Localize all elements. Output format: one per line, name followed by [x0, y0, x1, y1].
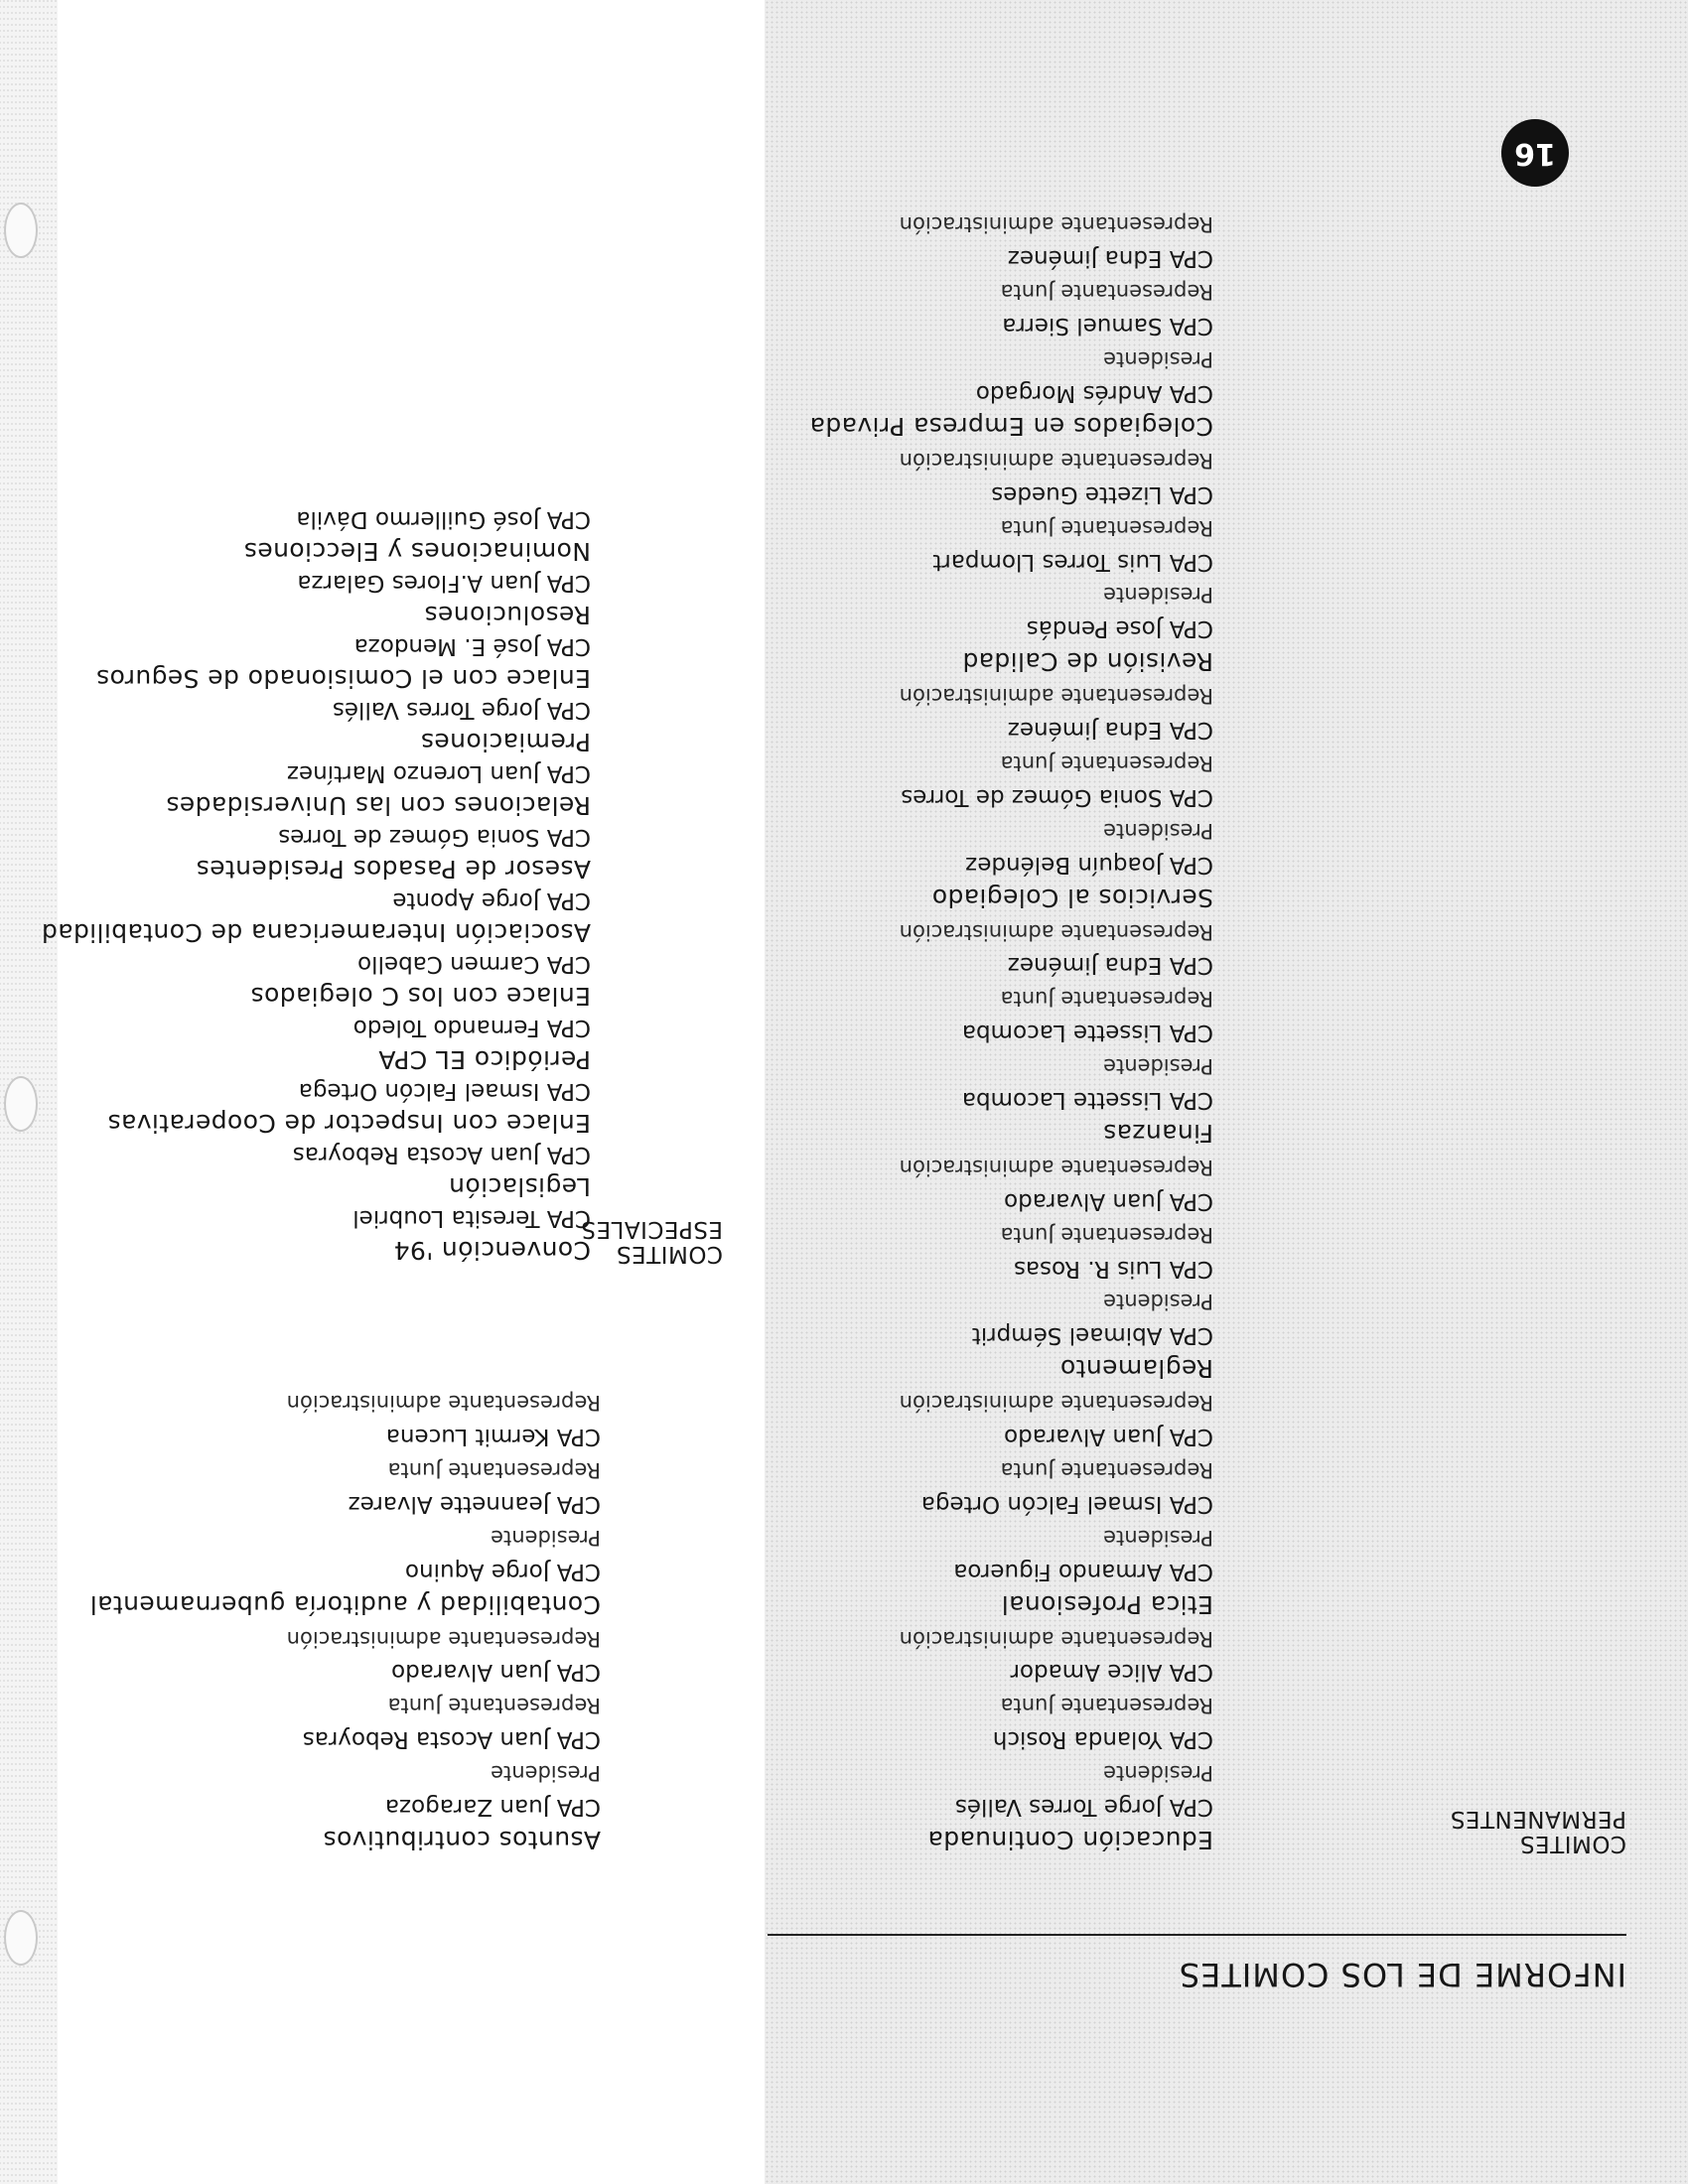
member-role: Representante administración — [899, 1626, 1213, 1651]
member-name: CPA Joaquín Beléndez — [965, 851, 1213, 878]
member-name: CPA Carmen Cabello — [357, 951, 591, 977]
member-name: CPA Jorge Aponte — [392, 887, 591, 913]
member-name: CPA Luis Torres Llompart — [932, 548, 1213, 575]
member-name: CPA Jeannette Alvarez — [348, 1490, 601, 1517]
committee-heading: Legislación — [448, 1172, 591, 1201]
member-name: CPA Juan A.Flores Galarza — [297, 570, 591, 596]
member-role: Representante administración — [899, 1391, 1213, 1416]
member-role: Representante Junta — [1000, 1458, 1213, 1483]
member-role: Presidente — [491, 1761, 601, 1786]
member-name: CPA Edna Jiménez — [1007, 952, 1213, 979]
permanentes-committee-list-continued — [89, 1385, 601, 1856]
binder-hole — [4, 1910, 38, 1966]
member-name: CPA Kermit Lucena — [385, 1424, 601, 1450]
member-role: Presidente — [1103, 1054, 1213, 1079]
member-name: CPA Jorge Torres Vallés — [332, 697, 591, 723]
section-label-line: COMITES — [1519, 1831, 1626, 1856]
member-role: Presidente — [1103, 818, 1213, 843]
member-name: CPA Juan Lorenzo Martínez — [286, 760, 591, 786]
member-name: CPA Armando Figueroa — [953, 1558, 1213, 1584]
member-name: CPA Andrés Morgado — [975, 380, 1213, 407]
member-name: CPA Jose Pendás — [1026, 615, 1213, 642]
member-name: CPA Lissette Lacomba — [961, 1087, 1213, 1114]
member-name: CPA Juan Alvarado — [1004, 1424, 1213, 1450]
committee-heading: Educación Continuada — [927, 1826, 1213, 1854]
committee-heading: Convención '94 — [393, 1236, 591, 1265]
committee-heading: Enlace con el Comisionado de Seguros — [95, 664, 591, 693]
member-name: CPA Jorge Aquino — [404, 1558, 601, 1584]
member-role: Representante administración — [899, 684, 1213, 709]
binder-hole — [4, 203, 38, 258]
member-role: Representante Junta — [1000, 987, 1213, 1012]
member-name: CPA Alice Amador — [1010, 1659, 1213, 1686]
member-name: CPA Jorge Torres Vallés — [954, 1794, 1213, 1821]
member-name: CPA Ismael Falcón Ortega — [298, 1078, 591, 1104]
member-name: CPA Lizette Guedes — [991, 480, 1213, 507]
page-number-badge: 16 — [1501, 119, 1569, 187]
member-role: Presidente — [1103, 1761, 1213, 1786]
member-name: CPA José E. Mendoza — [353, 633, 591, 659]
member-name: CPA José Guillermo Dávila — [296, 506, 591, 532]
title-rule — [768, 1934, 1626, 1936]
member-name: CPA Ismael Falcón Ortega — [920, 1490, 1213, 1517]
member-role: Representante administración — [286, 1626, 601, 1651]
member-role: Presidente — [491, 1525, 601, 1550]
committee-heading: Asuntos contributivos — [323, 1826, 601, 1854]
member-role: Representante Junta — [387, 1458, 601, 1483]
committee-heading: Periódico EL CPA — [378, 1045, 591, 1074]
member-name: CPA Teresita Loubriel — [352, 1205, 591, 1231]
committee-heading: Relaciones con las Universidades — [166, 791, 591, 820]
committee-heading: Nominaciones y Elecciones — [243, 537, 591, 566]
member-role: Representante administración — [286, 1391, 601, 1416]
member-name: CPA Sonia Gómez de Torres — [901, 783, 1213, 810]
member-role: Presidente — [1103, 347, 1213, 372]
member-role: Presidente — [1103, 1525, 1213, 1550]
member-name: CPA Juan Alvarado — [1004, 1187, 1213, 1214]
member-role: Representante Junta — [1000, 280, 1213, 305]
committee-heading: Enlace con los C olegiados — [250, 982, 591, 1011]
member-name: CPA Juan Acosta Reboyras — [292, 1142, 591, 1167]
committee-heading: Contabilidad y auditoría gubernamental — [89, 1589, 601, 1619]
member-role: Representante administración — [899, 1155, 1213, 1179]
section-label-especiales — [581, 1216, 723, 1266]
member-name: CPA Sonia Gómez de Torres — [278, 824, 591, 850]
member-name: CPA Samuel Sierra — [1002, 313, 1213, 340]
section-label-line: ESPECIALES — [580, 1216, 723, 1242]
member-name: CPA Yolanda Rosich — [992, 1726, 1213, 1753]
committee-heading: Asociación Interamericana de Contabilidad — [41, 918, 591, 947]
committee-heading: Resoluciones — [424, 601, 591, 629]
member-name: CPA Edna Jiménez — [1007, 717, 1213, 744]
member-name: CPA Lissette Lacomba — [961, 1020, 1213, 1046]
member-role: Presidente — [1103, 583, 1213, 608]
member-role: Representante administración — [899, 919, 1213, 944]
member-name: CPA Juan Acosta Reboyras — [302, 1726, 601, 1753]
member-role: Representante Junta — [1000, 515, 1213, 540]
member-role: Representante Junta — [1000, 751, 1213, 775]
committee-heading: Reglamento — [1059, 1354, 1213, 1384]
member-name: CPA Luis R. Rosas — [1013, 1255, 1213, 1282]
member-role: Presidente — [1103, 1290, 1213, 1314]
committee-heading: Asesor de Pasados Presidentes — [196, 855, 591, 884]
member-role: Representante administración — [899, 448, 1213, 473]
committee-heading: Servicios al Colegiado — [931, 883, 1213, 912]
member-role: Representante Junta — [1000, 1694, 1213, 1718]
committee-heading: Revisión de Calidad — [962, 647, 1213, 677]
member-name: CPA Fernando Toledo — [352, 1015, 591, 1040]
section-label-line: COMITES — [616, 1241, 723, 1267]
committee-heading: Enlace con Inspector de Cooperativas — [107, 1109, 591, 1138]
permanentes-committee-list — [809, 207, 1213, 1856]
member-name: CPA Juan Alvarado — [391, 1659, 601, 1686]
member-name: CPA Abimael Sémprit — [971, 1322, 1213, 1349]
binder-hole — [4, 1076, 38, 1132]
committee-heading: Premiaciones — [420, 728, 591, 756]
member-role: Representante administración — [899, 212, 1213, 237]
member-role: Representante Junta — [387, 1694, 601, 1718]
member-name: CPA Juan Zaragoza — [384, 1794, 601, 1821]
member-name: CPA Edna Jiménez — [1007, 245, 1213, 272]
section-label-permanentes — [1450, 1806, 1626, 1855]
page-title: INFORME DE LOS COMITES — [1178, 1956, 1626, 1993]
committee-heading: Finanzas — [1102, 1118, 1213, 1148]
especiales-committee-list — [42, 503, 591, 1266]
committee-heading: Colegiados en Empresa Privada — [809, 411, 1213, 441]
member-role: Representante Junta — [1000, 1222, 1213, 1247]
committee-heading: Etica Profesional — [1001, 1589, 1213, 1619]
section-label-line: PERMANENTES — [1450, 1806, 1626, 1832]
